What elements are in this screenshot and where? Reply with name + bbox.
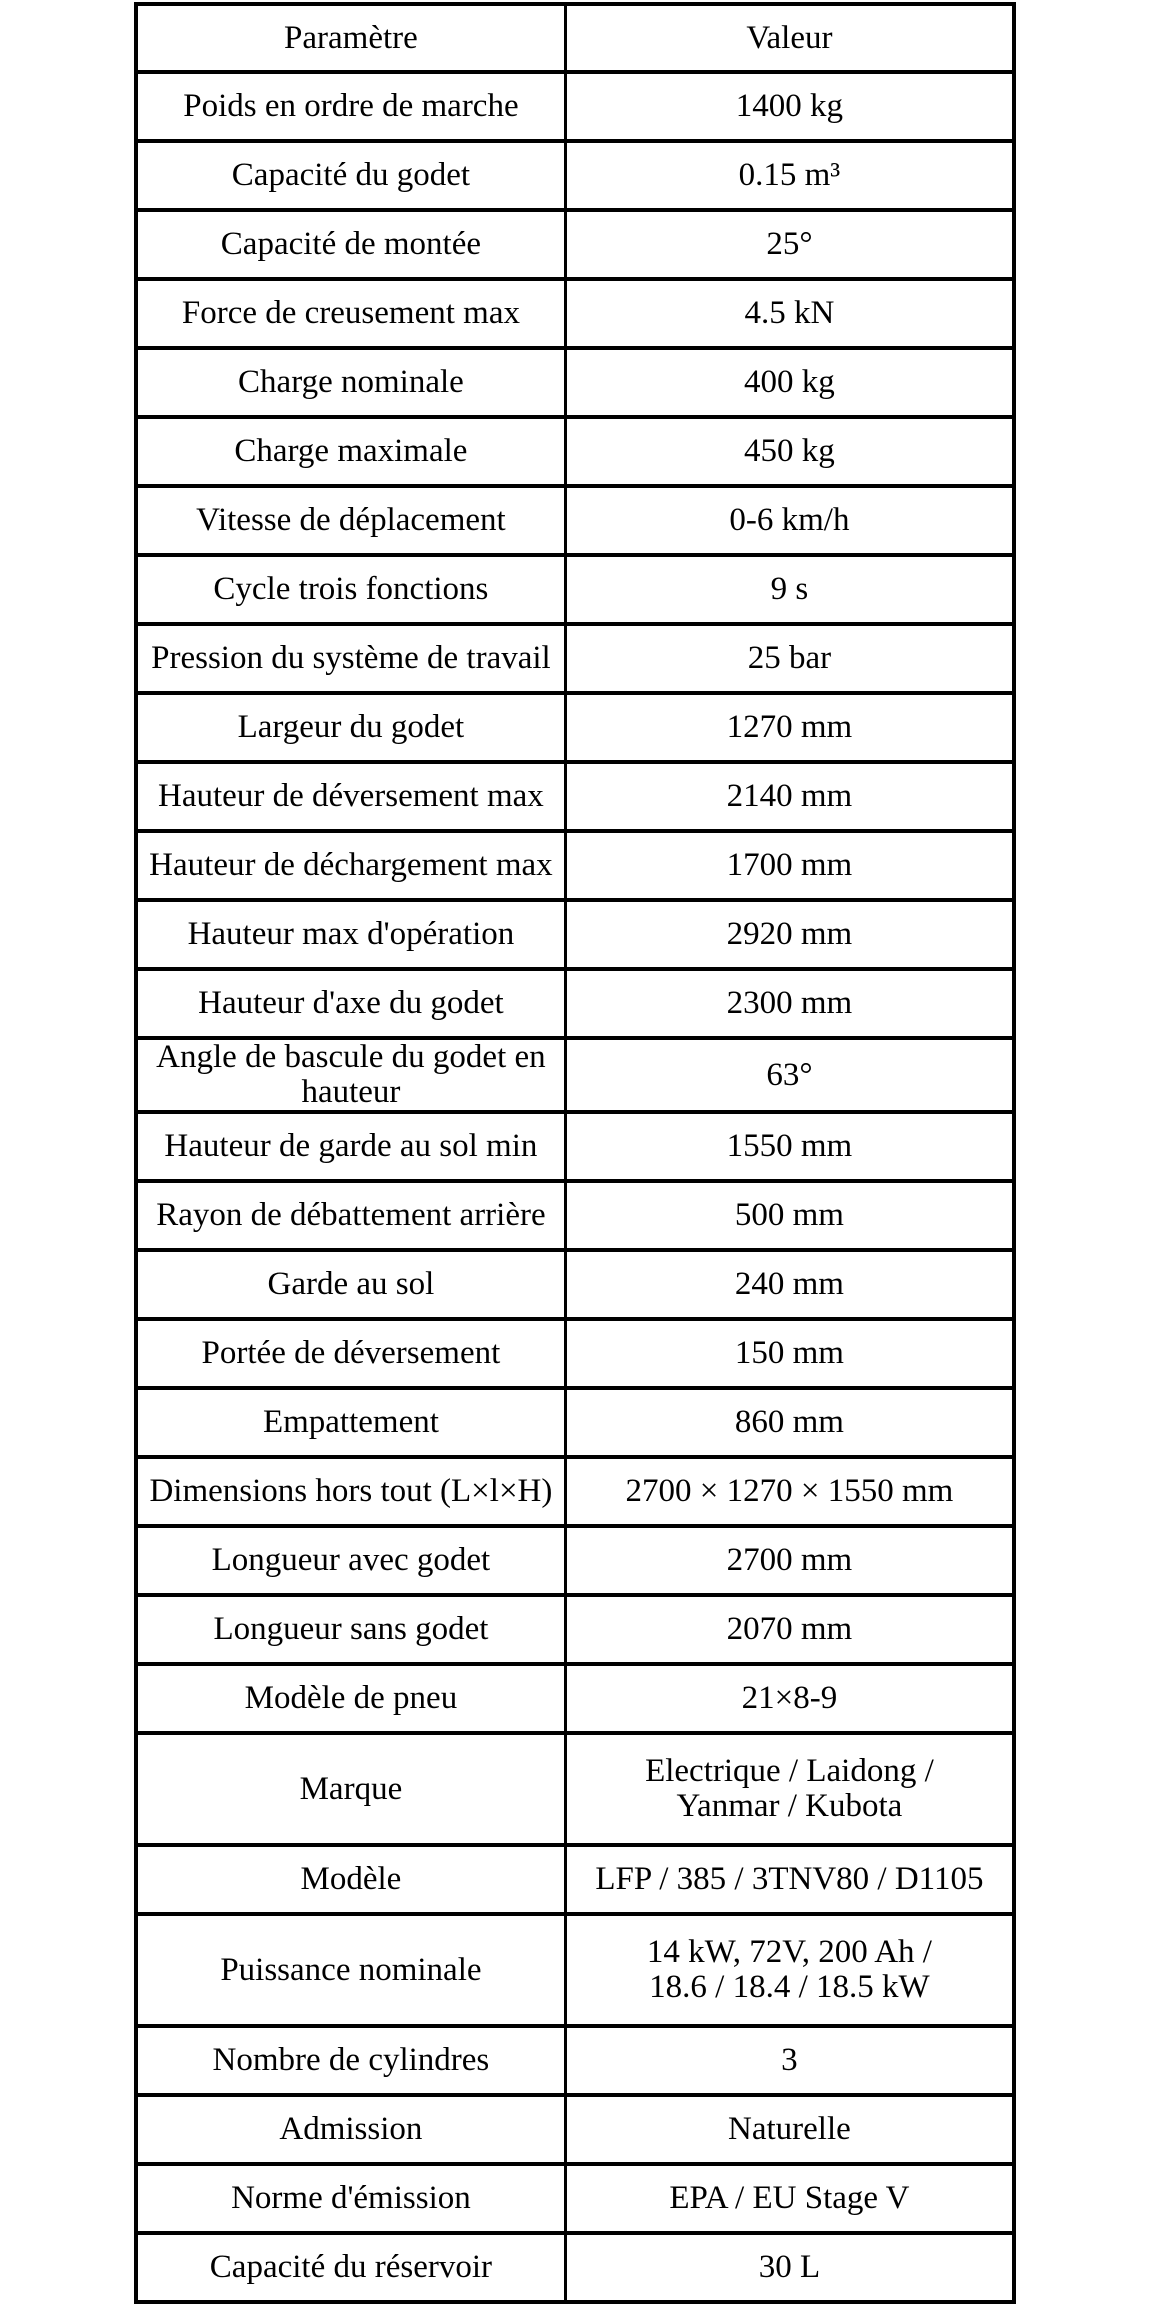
value-cell: 3 [565, 2026, 1014, 2095]
param-cell: Dimensions hors tout (L×l×H) [136, 1457, 565, 1526]
table-row [136, 1914, 1014, 2026]
value-cell: 4.5 kN [565, 279, 1014, 348]
value-cell: 63° [565, 1038, 1014, 1112]
table-row [136, 831, 1014, 900]
value-cell: 2070 mm [565, 1595, 1014, 1664]
table-row [136, 486, 1014, 555]
param-cell: Capacité du godet [136, 141, 565, 210]
table-row [136, 1038, 1014, 1112]
table-row [136, 1595, 1014, 1664]
param-cell: Rayon de débattement arrière [136, 1181, 565, 1250]
param-cell: Norme d'émission [136, 2164, 565, 2233]
param-cell: Hauteur de déversement max [136, 762, 565, 831]
param-cell: Hauteur d'axe du godet [136, 969, 565, 1038]
table-row [136, 348, 1014, 417]
value-cell: 860 mm [565, 1388, 1014, 1457]
param-cell: Hauteur de garde au sol min [136, 1112, 565, 1181]
value-cell: Naturelle [565, 2095, 1014, 2164]
value-cell: 2300 mm [565, 969, 1014, 1038]
param-cell: Force de creusement max [136, 279, 565, 348]
table-row [136, 2164, 1014, 2233]
param-cell: Nombre de cylindres [136, 2026, 565, 2095]
value-cell: 150 mm [565, 1319, 1014, 1388]
table-row [136, 2233, 1014, 2302]
table-row [136, 1845, 1014, 1914]
value-cell: 240 mm [565, 1250, 1014, 1319]
param-cell: Portée de déversement [136, 1319, 565, 1388]
param-cell: Charge nominale [136, 348, 565, 417]
table-row [136, 1733, 1014, 1845]
value-cell: 450 kg [565, 417, 1014, 486]
value-cell: 30 L [565, 2233, 1014, 2302]
param-cell: Vitesse de déplacement [136, 486, 565, 555]
value-cell: 21×8-9 [565, 1664, 1014, 1733]
spec-table-body [136, 72, 1014, 2302]
value-cell: 400 kg [565, 348, 1014, 417]
param-cell: Modèle [136, 1845, 565, 1914]
table-row [136, 279, 1014, 348]
value-cell: 25° [565, 210, 1014, 279]
param-cell: Garde au sol [136, 1250, 565, 1319]
param-cell: Poids en ordre de marche [136, 72, 565, 141]
value-cell: 1270 mm [565, 693, 1014, 762]
param-cell: Charge maximale [136, 417, 565, 486]
param-cell: Empattement [136, 1388, 565, 1457]
table-row [136, 2095, 1014, 2164]
table-row [136, 969, 1014, 1038]
value-cell: 14 kW, 72V, 200 Ah / 18.6 / 18.4 / 18.5 kW [565, 1914, 1014, 2026]
header-cell-value: Valeur [565, 4, 1014, 72]
value-cell: EPA / EU Stage V [565, 2164, 1014, 2233]
table-row [136, 900, 1014, 969]
table-row [136, 624, 1014, 693]
value-cell: 1400 kg [565, 72, 1014, 141]
param-cell: Hauteur de déchargement max [136, 831, 565, 900]
table-row [136, 1112, 1014, 1181]
value-cell: 1550 mm [565, 1112, 1014, 1181]
table-header-row [136, 4, 1014, 72]
param-cell: Capacité de montée [136, 210, 565, 279]
value-cell: 500 mm [565, 1181, 1014, 1250]
specifications-table [134, 2, 1016, 2304]
value-cell: 2700 mm [565, 1526, 1014, 1595]
param-cell: Cycle trois fonctions [136, 555, 565, 624]
value-cell: 0-6 km/h [565, 486, 1014, 555]
table-row [136, 1457, 1014, 1526]
table-row [136, 1388, 1014, 1457]
value-cell: 0.15 m³ [565, 141, 1014, 210]
table-row [136, 72, 1014, 141]
value-cell: 9 s [565, 555, 1014, 624]
table-row [136, 2026, 1014, 2095]
table-row [136, 1664, 1014, 1733]
param-cell: Marque [136, 1733, 565, 1845]
value-cell: 25 bar [565, 624, 1014, 693]
param-cell: Puissance nominale [136, 1914, 565, 2026]
param-cell: Largeur du godet [136, 693, 565, 762]
param-cell: Longueur sans godet [136, 1595, 565, 1664]
table-row [136, 210, 1014, 279]
param-cell: Admission [136, 2095, 565, 2164]
table-row [136, 141, 1014, 210]
param-cell: Angle de bascule du godet en hauteur [136, 1038, 565, 1112]
param-cell: Hauteur max d'opération [136, 900, 565, 969]
value-cell: 2700 × 1270 × 1550 mm [565, 1457, 1014, 1526]
value-cell: 1700 mm [565, 831, 1014, 900]
table-row [136, 1526, 1014, 1595]
value-cell: 2920 mm [565, 900, 1014, 969]
table-row [136, 417, 1014, 486]
table-row [136, 1319, 1014, 1388]
table-row [136, 555, 1014, 624]
param-cell: Capacité du réservoir [136, 2233, 565, 2302]
param-cell: Pression du système de travail [136, 624, 565, 693]
value-cell: 2140 mm [565, 762, 1014, 831]
value-cell: LFP / 385 / 3TNV80 / D1105 [565, 1845, 1014, 1914]
table-row [136, 693, 1014, 762]
param-cell: Modèle de pneu [136, 1664, 565, 1733]
header-cell-parameter: Paramètre [136, 4, 565, 72]
value-cell: Electrique / Laidong / Yanmar / Kubota [565, 1733, 1014, 1845]
param-cell: Longueur avec godet [136, 1526, 565, 1595]
table-row [136, 1181, 1014, 1250]
table-row [136, 762, 1014, 831]
table-row [136, 1250, 1014, 1319]
